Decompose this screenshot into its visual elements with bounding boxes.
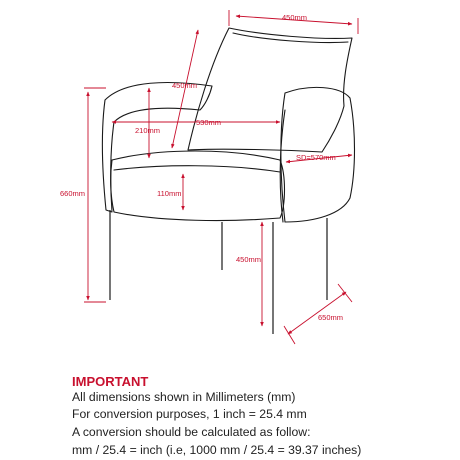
label-back-width: 450mm (282, 13, 308, 22)
label-overall-depth: 650mm (318, 313, 344, 322)
chair-outline (102, 28, 354, 334)
label-back-height: 450mm (172, 81, 198, 90)
label-seat-thickness: 110mm (157, 189, 182, 198)
note-line-formula: mm / 25.4 = inch (i.e, 1000 mm / 25.4 = 39.37 inches) (72, 443, 362, 457)
seat-front-edge (114, 166, 280, 172)
dimension-lines (84, 10, 358, 344)
label-seat-width: 530mm (196, 118, 222, 127)
backrest-seam (233, 33, 348, 43)
note-line-conversion: For conversion purposes, 1 inch = 25.4 mm (72, 407, 307, 421)
label-seat-depth: SD=570mm (296, 153, 336, 162)
label-arm-height: 210mm (135, 126, 161, 135)
label-seat-height: 450mm (236, 255, 262, 264)
backrest-cushion (188, 28, 352, 152)
note-line-calculation: A conversion should be calculated as follow: (72, 425, 311, 439)
important-heading: IMPORTANT (72, 374, 149, 389)
seat-cushion (111, 151, 285, 220)
label-overall-height: 660mm (60, 189, 86, 198)
ext-line (284, 326, 295, 344)
ext-line (338, 284, 352, 302)
note-line-units: All dimensions shown in Millimeters (mm) (72, 390, 296, 404)
